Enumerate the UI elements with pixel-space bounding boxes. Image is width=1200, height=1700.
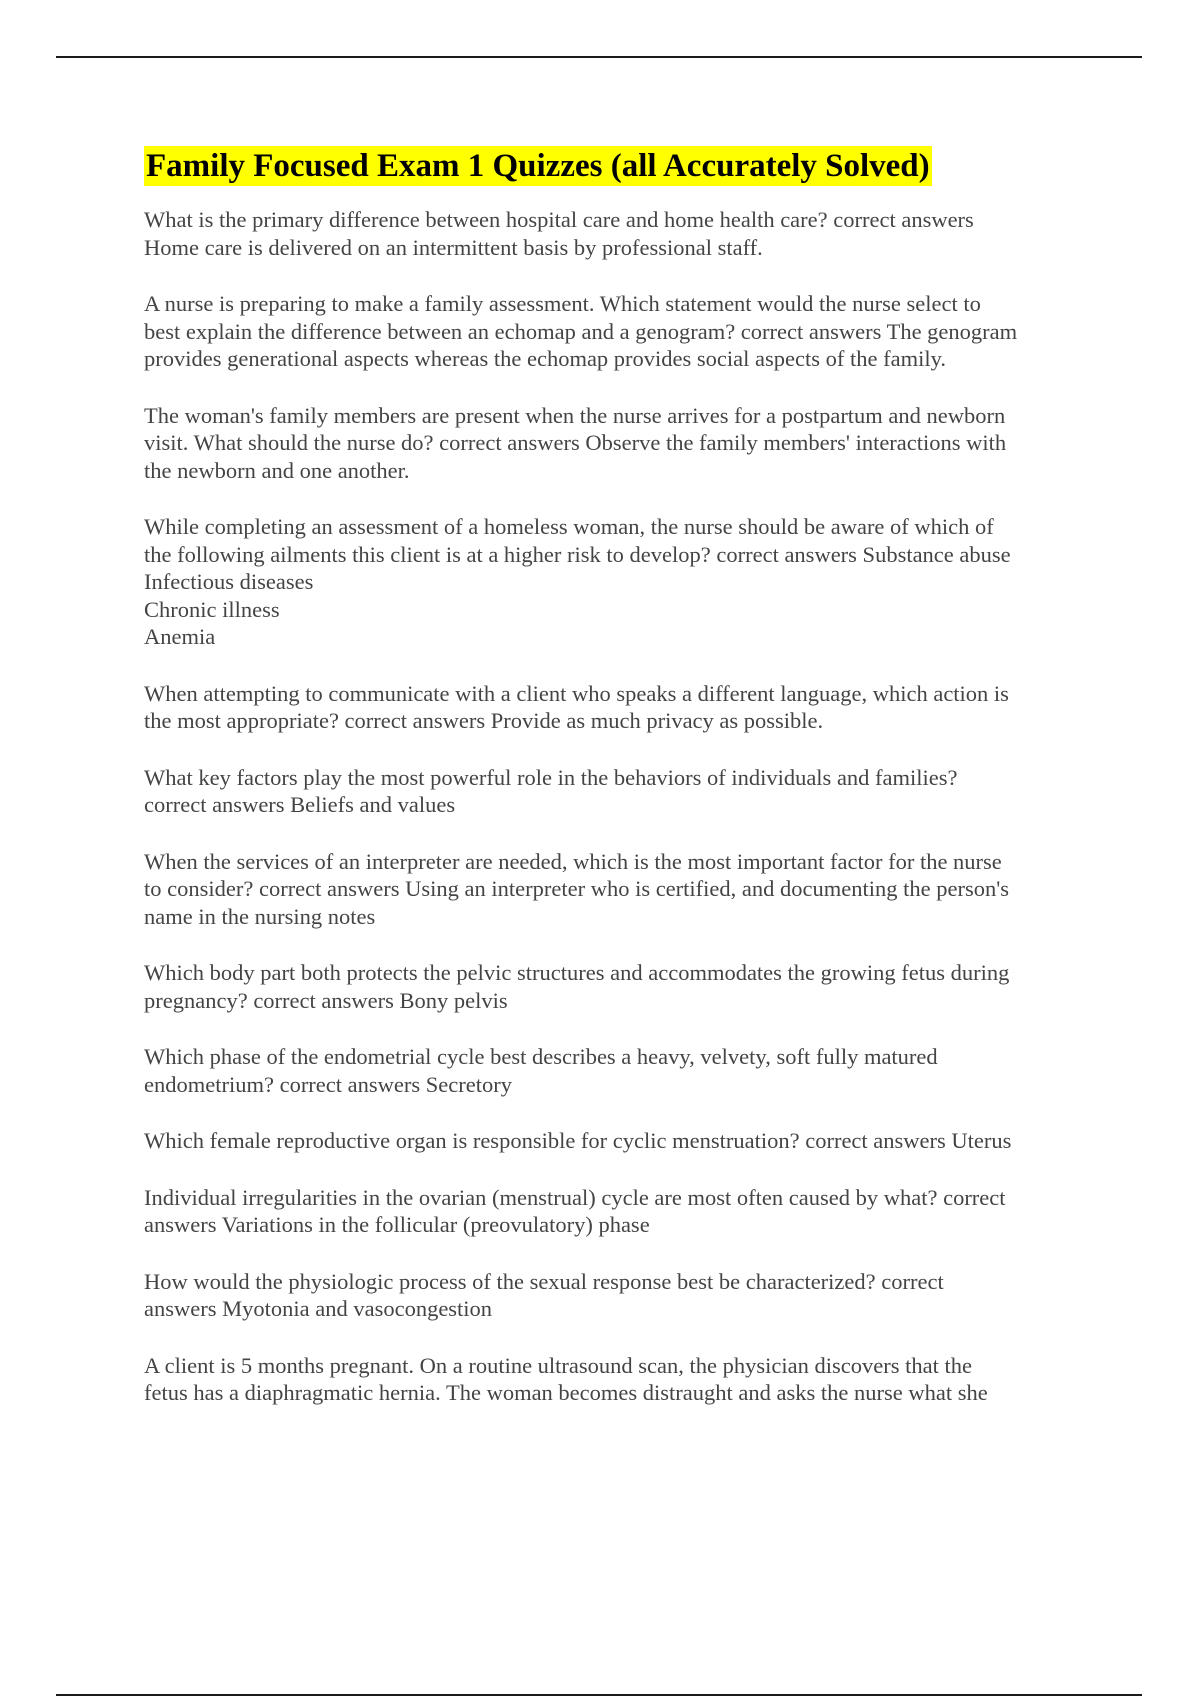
qa-line: Which body part both protects the pelvic structures and accommodates the growing fetus during [144, 960, 1010, 985]
qa-line: name in the nursing notes [144, 903, 376, 929]
qa-item [144, 290, 1094, 373]
qa-line: answers Myotonia and vasocongestion [144, 1296, 493, 1321]
qa-line: Individual irregularities in the ovarian (menstrual) cycle are most often caused by what? correct [144, 1184, 1006, 1210]
qa-line: Anemia [144, 624, 216, 649]
qa-line: best explain the difference between an echomap and a genogram? correct answers The genogram [144, 318, 1018, 344]
qa-item [144, 402, 1094, 485]
qa-line: A client is 5 months pregnant. On a routine ultrasound scan, the physician discovers that the [144, 1352, 972, 1378]
qa-line: provides generational aspects whereas the echomap provides social aspects of the family. [144, 346, 947, 371]
qa-line: Which phase of the endometrial cycle best describes a heavy, velvety, soft fully matured [144, 1044, 938, 1069]
document-title: Family Focused Exam 1 Quizzes (all Accurately Solved) [146, 148, 930, 184]
qa-item [144, 848, 1094, 931]
qa-item [144, 764, 1094, 819]
bottom-rule [56, 1694, 1142, 1696]
qa-line: the most appropriate? correct answers Provide as much privacy as possible. [144, 708, 824, 733]
qa-line: fetus has a diaphragmatic hernia. The woman becomes distraught and asks the nurse what she [144, 1380, 988, 1405]
qa-line: Home care is delivered on an intermittent basis by professional staff. [144, 234, 763, 260]
qa-line: How would the physiologic process of the sexual response best be characterized? correct [144, 1268, 944, 1294]
qa-item [144, 513, 1094, 651]
qa-line: Infectious diseases [144, 569, 314, 594]
qa-item [144, 959, 1094, 1014]
qa-line: Chronic illness [144, 596, 280, 622]
qa-line: A nurse is preparing to make a family assessment. Which statement would the nurse select to [144, 291, 981, 316]
qa-line: the following ailments this client is at a higher risk to develop? correct answers Substance abuse [144, 541, 1011, 567]
qa-line: The woman's family members are present when the nurse arrives for a postpartum and newborn [144, 402, 1006, 428]
qa-line: What is the primary difference between hospital care and home health care? correct answers [144, 207, 974, 232]
qa-line: While completing an assessment of a homeless woman, the nurse should be aware of which of [144, 514, 994, 539]
top-rule [56, 56, 1142, 58]
qa-item [144, 206, 1094, 261]
qa-item [144, 1352, 1094, 1407]
qa-line: the newborn and one another. [144, 457, 410, 483]
qa-item [144, 1127, 1094, 1155]
qa-item [144, 1184, 1094, 1239]
page-content [144, 146, 1094, 1436]
qa-line: What key factors play the most powerful role in the behaviors of individuals and families? [144, 764, 958, 790]
qa-list [144, 206, 1094, 1407]
qa-line: endometrium? correct answers Secretory [144, 1071, 512, 1097]
qa-line: answers Variations in the follicular (preovulatory) phase [144, 1212, 650, 1237]
qa-item [144, 1043, 1094, 1098]
qa-item [144, 1268, 1094, 1323]
qa-line: Which female reproductive organ is responsible for cyclic menstruation? correct answers Uterus [144, 1128, 1012, 1153]
qa-item [144, 680, 1094, 735]
qa-line: to consider? correct answers Using an interpreter who is certified, and documenting the person's [144, 876, 1010, 901]
qa-line: visit. What should the nurse do? correct answers Observe the family members' interactions with [144, 430, 1007, 455]
qa-line: correct answers Beliefs and values [144, 792, 456, 817]
qa-line: When the services of an interpreter are needed, which is the most important factor for the nurse [144, 848, 1002, 874]
qa-line: pregnancy? correct answers Bony pelvis [144, 987, 508, 1013]
qa-line: When attempting to communicate with a client who speaks a different language, which action is [144, 680, 1009, 706]
